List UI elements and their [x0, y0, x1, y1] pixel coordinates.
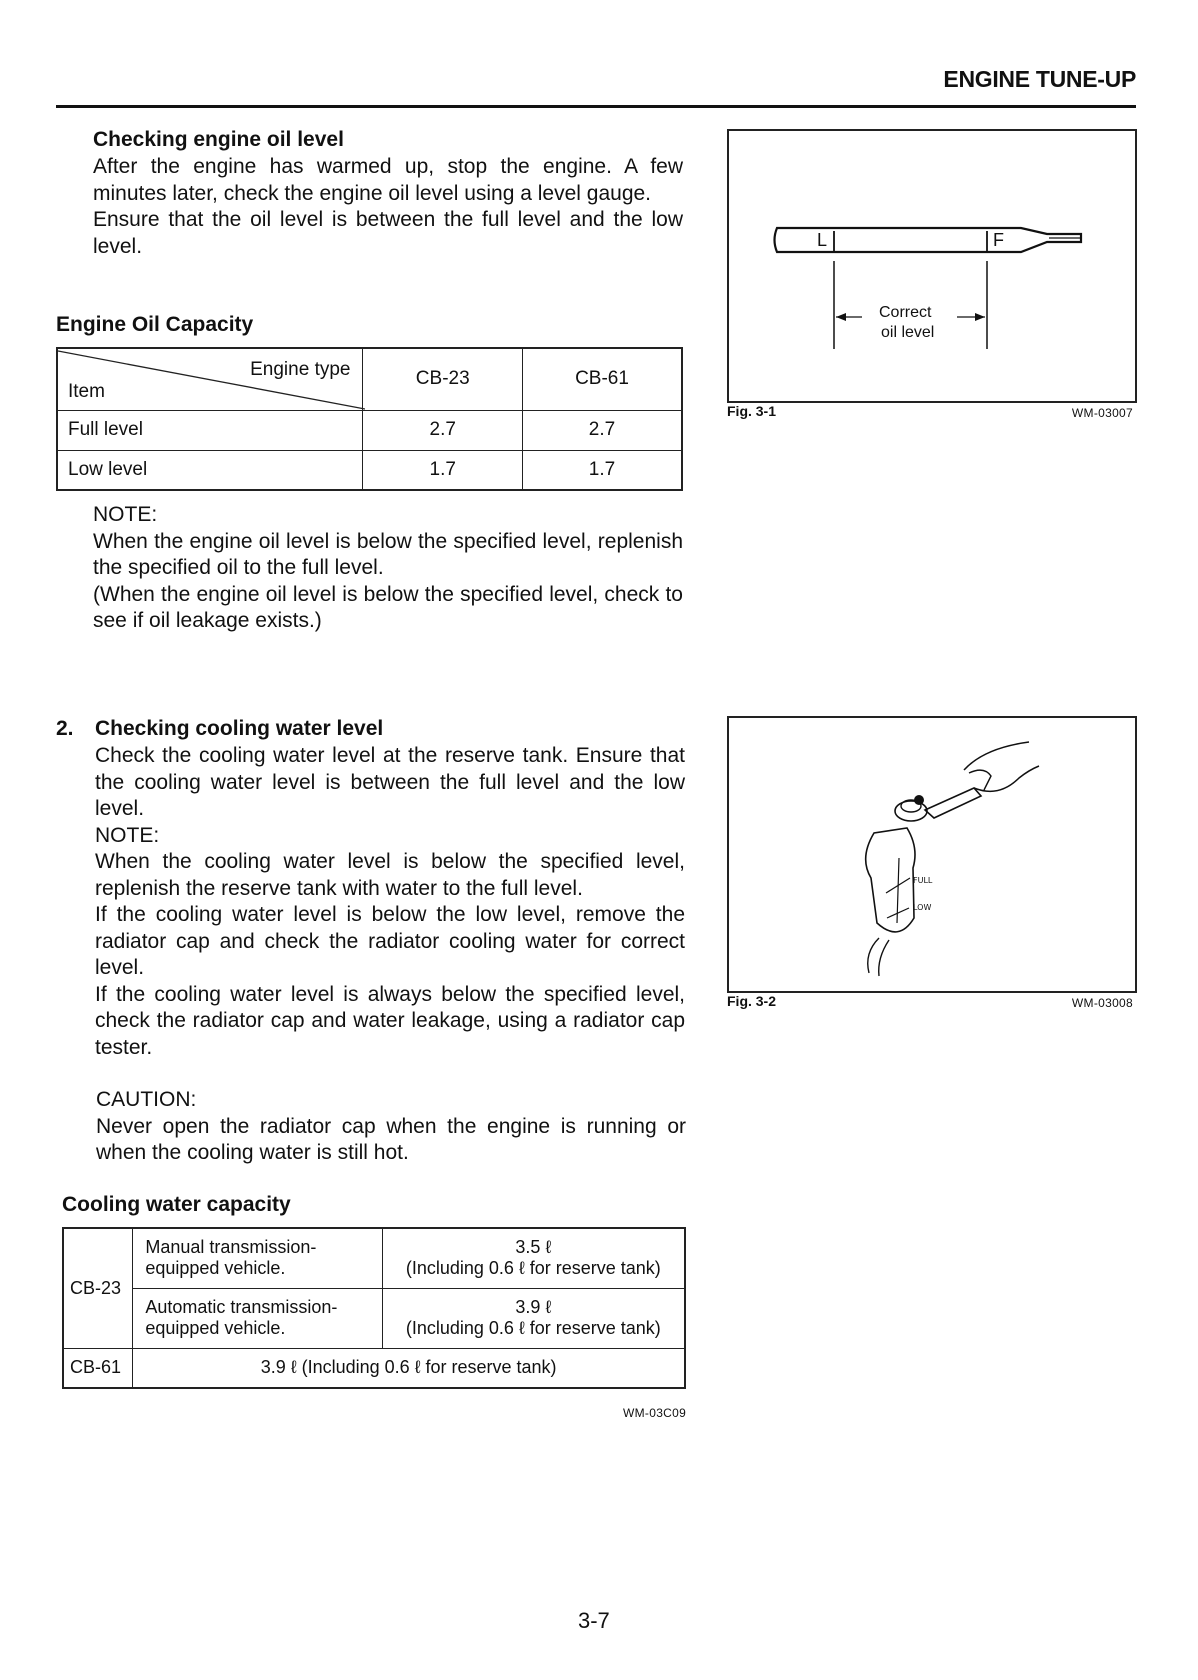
- oil-heading: Checking engine oil level: [93, 128, 344, 151]
- oil-note: [93, 502, 683, 635]
- manual-value-line2: (Including 0.6 ℓ for reserve tank): [405, 1258, 661, 1279]
- water-section-number: 2.: [56, 717, 74, 740]
- oil-note-label: NOTE:: [93, 503, 158, 526]
- corner-engine-type: Engine type: [250, 359, 351, 380]
- water-note-2: If the cooling water level is below the low level, remove the radiator cap and check the radiator cooling water for correct level.: [95, 903, 685, 979]
- manual-value-cell: [382, 1228, 685, 1288]
- gauge-low-mark: L: [817, 230, 828, 250]
- water-para-1: Check the cooling water level at the reserve tank. Ensure that the cooling water level is between the full level and the low level.: [95, 744, 685, 820]
- oil-body: [93, 154, 683, 260]
- page-header-title: ENGINE TUNE-UP: [943, 66, 1136, 92]
- row-label-full: Full level: [57, 410, 363, 450]
- row-label-low: Low level: [57, 450, 363, 490]
- fig-3-1-label: Fig. 3-1: [727, 403, 777, 419]
- manual-label-line2: equipped vehicle.: [145, 1258, 286, 1279]
- water-note-1: When the cooling water level is below the specified level, replenish the reserve tank with water to the full level.: [95, 850, 685, 900]
- gauge-full-mark: F: [993, 230, 1004, 250]
- correct-callout-line1: Correct: [879, 304, 932, 321]
- manual-label-line1: Manual transmission-: [145, 1237, 317, 1258]
- water-body: [95, 743, 685, 1061]
- auto-value-cell: [382, 1288, 685, 1348]
- oil-table-corner-cell: [57, 348, 363, 410]
- auto-value-line1: 3.9 ℓ: [515, 1297, 552, 1317]
- water-note-3: If the cooling water level is always below the specified level, check the radiator cap and water leakage, using a radiator cap tester.: [95, 982, 685, 1059]
- caution-text: Never open the radiator cap when the engine is running or when the cooling water is still hot.: [96, 1114, 686, 1164]
- col-header-cb61: CB-61: [522, 348, 682, 410]
- table-row: [63, 1228, 685, 1288]
- water-heading: Checking cooling water level: [95, 717, 384, 740]
- cell-full-cb61: 2.7: [522, 410, 682, 450]
- fig-3-1-code: WM-03007: [1071, 406, 1133, 420]
- water-capacity-title: Cooling water capacity: [62, 1193, 291, 1216]
- fig-3-1-frame: [727, 129, 1137, 403]
- auto-value-line2: (Including 0.6 ℓ for reserve tank): [405, 1318, 661, 1338]
- col-header-cb23: CB-23: [363, 348, 523, 410]
- oil-capacity-table: [56, 347, 683, 491]
- fig-3-2-label: Fig. 3-2: [727, 993, 777, 1009]
- cb61-label: CB-61: [63, 1348, 133, 1388]
- caution-label: CAUTION:: [96, 1088, 197, 1111]
- header-rule: [56, 105, 1136, 108]
- tank-full-mark: FULL: [913, 876, 933, 885]
- dipstick-illustration: [729, 131, 1135, 401]
- cell-low-cb23: 1.7: [363, 450, 523, 490]
- correct-callout-line2: oil level: [881, 324, 935, 341]
- water-table-code: WM-03C09: [623, 1406, 687, 1420]
- cb61-value: 3.9 ℓ (Including 0.6 ℓ for reserve tank): [133, 1348, 685, 1388]
- table-row: [63, 1348, 685, 1388]
- manual-label-cell: [133, 1228, 382, 1288]
- oil-capacity-title: Engine Oil Capacity: [56, 313, 254, 336]
- water-caution: [96, 1087, 686, 1167]
- auto-label-line2: equipped vehicle.: [145, 1318, 286, 1338]
- cell-full-cb23: 2.7: [363, 410, 523, 450]
- oil-note-1: When the engine oil level is below the specified level, replenish the specified oil to the full level.: [93, 529, 683, 579]
- corner-item: Item: [68, 381, 105, 402]
- auto-label-cell: [133, 1288, 382, 1348]
- cell-low-cb61: 1.7: [522, 450, 682, 490]
- tank-low-mark: LOW: [913, 903, 932, 912]
- fig-3-2-code: WM-03008: [1071, 996, 1133, 1010]
- reserve-tank-illustration: [729, 718, 1135, 991]
- oil-note-2: (When the engine oil level is below the specified level, check to see if oil leakage exists.): [93, 582, 683, 632]
- water-capacity-table: [62, 1227, 686, 1389]
- table-row: [57, 450, 682, 490]
- fig-3-2-frame: [727, 716, 1137, 993]
- cb23-label: CB-23: [63, 1228, 133, 1348]
- page-number: 3-7: [578, 1608, 610, 1633]
- table-row: [57, 410, 682, 450]
- oil-table-header-row: [57, 348, 682, 410]
- oil-para-1: After the engine has warmed up, stop the engine. A few minutes later, check the engine oil level using a level gauge.: [93, 155, 683, 205]
- manual-value-line1: 3.5 ℓ: [515, 1237, 552, 1258]
- auto-label-line1: Automatic transmission-: [145, 1297, 338, 1317]
- water-note-label: NOTE:: [95, 823, 160, 847]
- oil-para-2: Ensure that the oil level is between the full level and the low level.: [93, 208, 683, 258]
- table-row: [63, 1288, 685, 1348]
